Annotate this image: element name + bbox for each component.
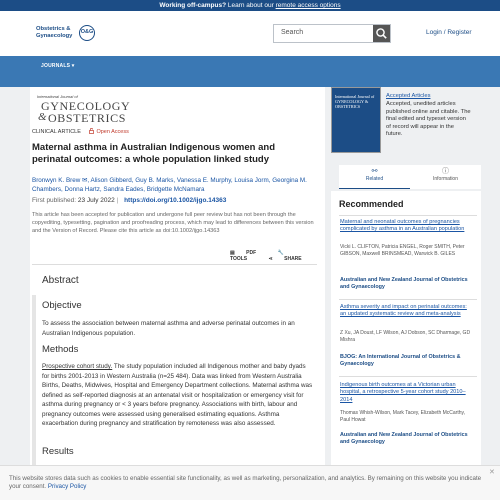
search-icon — [373, 25, 390, 42]
recommended-authors: Vicki L. CLIFTON, Patricia ENGEL, Roger SMITH, Peter GIBSON, Maxwell BRINSMEAD, Warwick B. GILES — [340, 244, 465, 258]
author-list[interactable]: Bronwyn K. Brew ✉, Alison Gibberd, Guy B. Marks, Vanessa E. Murphy, Louisa Jorm, Georgina M. Chambers, Donna Hartz, Sandra Eades, Bridgette McNamara — [32, 177, 307, 193]
search-input[interactable] — [273, 24, 391, 43]
objective-text: To assess the association between maternal asthma and adverse perinatal outcomes in an Australian Indigenous population. — [42, 320, 295, 337]
search-button[interactable] — [373, 25, 390, 42]
recommended-link[interactable]: Maternal and neonatal outcomes of pregnancies complicated by asthma in an Australian population — [340, 219, 465, 233]
accepted-articles-desc: Accepted, unedited articles published online and citable. The final edited and typeset version of record will appear in the future. — [386, 101, 471, 137]
divider — [32, 264, 317, 265]
accepted-article-note: This article has been accepted for publication and undergone full peer review but has not been through the copyediting, typesetting, pagination and proofreading process, which may lead to differences between this version and the Version of Record. Please cite this article as doi:10.1002/ijgo.14363 — [32, 212, 314, 234]
privacy-policy-link[interactable]: Privacy Policy — [47, 483, 87, 490]
publication-date: 23 July 2022 — [77, 197, 115, 204]
divider — [339, 376, 477, 377]
tab-information[interactable]: ⓘ Information — [410, 165, 481, 189]
abstract-heading: Abstract — [42, 275, 79, 286]
open-access-badge: Open Access — [89, 129, 128, 135]
recommended-journal[interactable]: Australian and New Zealand Journal of Obstetrics and Gynaecology — [340, 277, 468, 291]
network-icon: ⚯ — [371, 168, 378, 175]
offcampus-banner — [0, 0, 500, 11]
accepted-articles-link[interactable]: Accepted Articles — [386, 93, 431, 99]
info-icon: ⓘ — [442, 168, 449, 175]
recommended-authors: Thomas Whish-Wilson, Mark Tacey, Elizabeth McCarthy, Paul Howat — [340, 410, 466, 424]
article-title: Maternal asthma in Australian Indigenous women and perinatal outcomes: a whole population linked study — [32, 142, 275, 165]
publication-info: First published: 23 July 2022 | https://doi.org/10.1002/ijgo.14363 — [32, 197, 227, 204]
recommended-authors: Z Xu, JA Doust, LF Wilson, AJ Dobson, SC Dharmage, GD Mishra — [340, 330, 471, 344]
journal-logo[interactable]: International Journal of GYNECOLOGY & OBSTETRICS — [37, 94, 131, 125]
pdf-button[interactable]: ▤ PDF — [230, 250, 257, 256]
cookie-banner — [0, 465, 500, 500]
recommended-journal[interactable]: BJOG: An International Journal of Obstetrics & Gynaecology — [340, 354, 461, 368]
site-logo[interactable] — [36, 24, 98, 46]
sidebar — [331, 87, 481, 500]
remote-access-link[interactable]: remote access options — [275, 2, 341, 9]
recommended-panel — [331, 191, 481, 500]
article-tools — [230, 250, 325, 262]
recommended-link[interactable]: Asthma severity and impact on perinatal outcomes: an updated systematic review and meta-analysis — [340, 304, 467, 318]
divider — [339, 299, 477, 300]
unlock-icon — [89, 128, 94, 134]
cookie-text: This website stores data such as cookies to enable essential site functionality, as well as marketing, personalization, and analytics. By remaining on this website you indicate your consent. Privacy Policy — [9, 475, 482, 490]
share-icon: ⋖ — [268, 256, 273, 262]
results-heading: Results — [42, 446, 74, 457]
close-icon[interactable]: ✕ — [489, 469, 495, 476]
objective-heading: Objective — [42, 300, 82, 311]
search-placeholder: Search — [281, 29, 304, 36]
journal-nav-band — [0, 56, 500, 87]
recommended-link[interactable]: Indigenous birth outcomes at a Victorian urban hospital, a retrospective 5-year cohort study 2010–2014 — [340, 382, 466, 403]
methods-text: Prospective cohort study. The study population included all Indigenous mother and baby dyads for births 2001-2013 in Western Australia (n=25 484). Data was linked from Western Australia Births, Deaths, Midwives, Hospital and Emergency Department collections. Maternal asthma was defined as self-reported diagnosis at an antenatal visit or hospitalization or emergency visit for asthma during pregnancy or < 3 years before pregnancy. Associations with birth, labour and pregnancy outcomes were assessed using generalised estimating equations. Asthma exacerbation during pregnancy and stratification by remoteness was also assessed. — [42, 363, 313, 427]
wrench-icon: 🔧 — [277, 250, 284, 256]
site-header — [0, 11, 500, 56]
journals-menu[interactable]: JOURNALS ▾ — [41, 63, 75, 69]
divider — [339, 215, 477, 216]
methods-heading: Methods — [42, 344, 79, 355]
recommended-journal[interactable]: Australian and New Zealand Journal of Obstetrics and Gynaecology — [340, 432, 468, 446]
tab-related[interactable]: ⚯ Related — [339, 165, 410, 189]
methods-link[interactable]: Prospective cohort study. — [42, 363, 113, 370]
sidebar-tabs — [339, 165, 481, 189]
pdf-icon: ▤ — [230, 250, 235, 256]
journal-cover-image[interactable]: International Journal of GYNECOLOGY & OBSTETRICS — [331, 87, 381, 153]
tools-button[interactable]: 🔧 TOOLS — [230, 250, 284, 262]
article-type-row — [32, 128, 129, 135]
doi-link[interactable]: https://doi.org/10.1002/ijgo.14363 — [124, 197, 227, 204]
logo-badge-icon: O&G — [79, 25, 95, 41]
logo-text: Obstetrics & Gynaecology — [36, 26, 73, 39]
banner-bold: Working off-campus? — [159, 2, 227, 9]
recommended-heading: Recommended — [339, 199, 404, 209]
article-main — [30, 87, 325, 500]
banner-text: Learn about our — [227, 2, 274, 9]
article-type: CLINICAL ARTICLE — [32, 129, 81, 135]
share-button[interactable]: ⋖ SHARE — [268, 256, 302, 262]
login-register-link[interactable]: Login / Register — [426, 29, 472, 36]
